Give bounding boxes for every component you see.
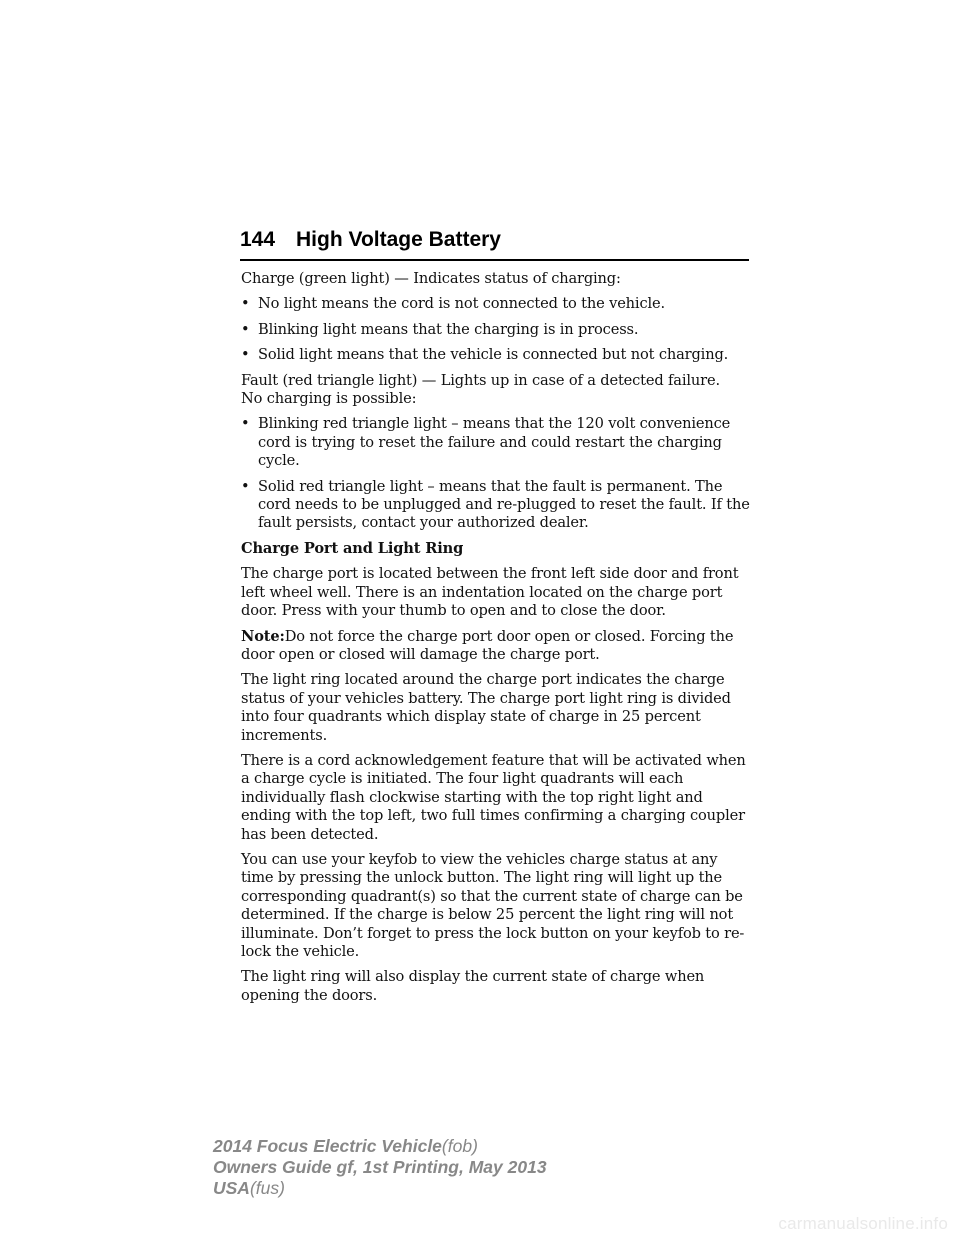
list-item-text: Blinking red triangle light – means that the 120 volt convenience cord is trying to reset the failure and could restart the charging cycle. — [258, 415, 731, 470]
para-charge-port: The charge port is located between the front left side door and front left wheel well. There is an indentation located on the charge port door. Press with your thumb to open and to close the door. — [241, 565, 739, 620]
list-item — [241, 346, 751, 364]
footer-line1 — [213, 1136, 547, 1157]
list-item-text: No light means the cord is not connected to the vehicle. — [258, 295, 665, 313]
list-item — [241, 321, 751, 339]
list-item-text: Blinking light means that the charging is in process. — [258, 320, 639, 338]
charge-intro: Charge (green light) — Indicates status of charging: — [241, 270, 621, 287]
note-text: Do not force the charge port door open or closed. Forcing the door open or closed will damage the charge port. — [241, 627, 734, 663]
footer-line2: Owners Guide gf, 1st Printing, May 2013 — [213, 1157, 547, 1177]
page-footer — [213, 1136, 547, 1199]
watermark: carmanualsonline.info — [778, 1214, 948, 1233]
bullet-icon: • — [241, 346, 250, 364]
para-keyfob: You can use your keyfob to view the vehicles charge status at any time by pressing the unlock button. The light ring will light up the corresponding quadrant(s) so that the current state of charge can be determined. If the charge is below 25 percent the light ring will not illuminate. Don’t forget to press the lock button on your keyfob to re-lock the vehicle. — [241, 850, 745, 960]
fault-intro-line2: No charging is possible: — [241, 390, 417, 408]
footer-region: USA — [213, 1178, 250, 1198]
bullet-icon: • — [241, 295, 250, 313]
page-body — [241, 270, 751, 1012]
bullet-icon: • — [241, 415, 250, 433]
para-doors: The light ring will also display the current state of charge when opening the doors. — [241, 968, 705, 1004]
para-light-ring: The light ring located around the charge port indicates the charge status of your vehicles battery. The charge port light ring is divided into four quadrants which display state of charge in 25 percent increments. — [241, 671, 731, 744]
note — [241, 628, 751, 665]
fault-intro-line1: Fault (red triangle light) — Lights up in case of a detected failure. — [241, 371, 720, 389]
bullet-icon: • — [241, 477, 250, 495]
list-item — [241, 415, 751, 470]
page-header — [240, 228, 750, 258]
list-item — [241, 478, 751, 533]
fault-intro — [241, 372, 751, 409]
subheading: Charge Port and Light Ring — [241, 539, 464, 557]
section-title: High Voltage Battery — [296, 228, 501, 251]
footer-region-code: (fus) — [249, 1178, 285, 1198]
bullet-icon: • — [241, 320, 250, 338]
list-item-text: Solid red triangle light – means that the fault is permanent. The cord needs to be unplugged and re-plugged to reset the fault. If the fault persists, contact your authorized dealer. — [258, 477, 750, 532]
list-item-text: Solid light means that the vehicle is connected but not charging. — [258, 346, 729, 364]
page-number: 144 — [240, 228, 276, 251]
header-rule — [240, 259, 749, 261]
note-label: Note: — [241, 627, 285, 645]
list-item — [241, 295, 751, 313]
footer-line3 — [213, 1178, 547, 1199]
footer-title-code: (fob) — [441, 1136, 478, 1156]
para-cord-ack: There is a cord acknowledgement feature that will be activated when a charge cycle is initiated. The four light quadrants will each individually flash clockwise starting with the top right light and ending with the top left, two full times confirming a charging coupler has been detected. — [241, 751, 746, 843]
footer-title: 2014 Focus Electric Vehicle — [213, 1136, 442, 1156]
